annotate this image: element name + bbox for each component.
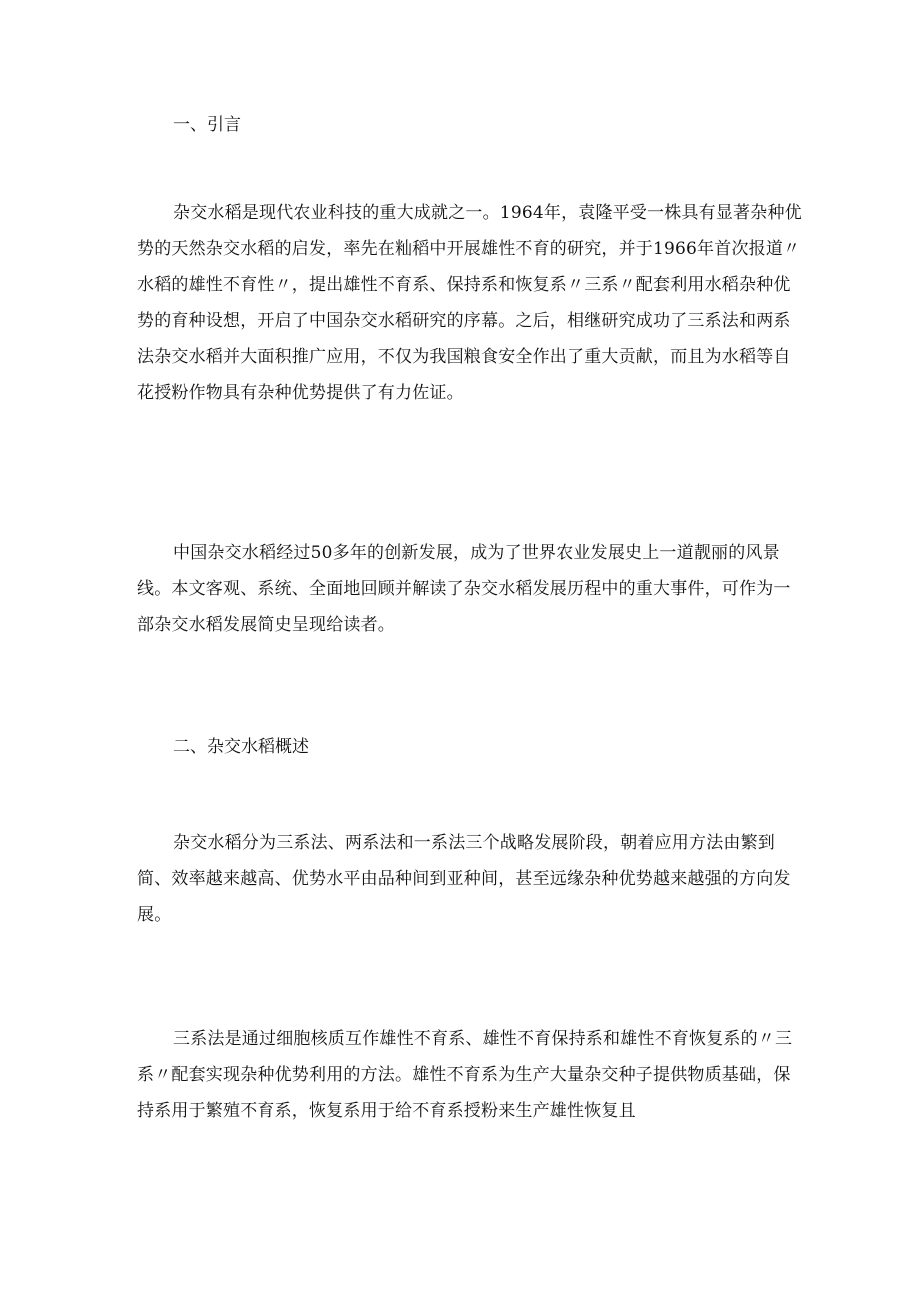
text-line: 法杂交水稻并大面积推广应用，不仅为我国粮食安全作出了重大贡献，而且为水稻等自 [137,347,791,367]
text-line: 线。本文客观、系统、全面地回顾并解读了杂交水稻发展历程中的重大事件，可作为一 [137,579,791,599]
text-line: 系〃配套实现杂种优势利用的方法。雄性不育系为生产大量杂交种子提供物质基础，保 [137,1065,791,1085]
text-line: 杂交水稻分为三系法、两系法和一系法三个战略发展阶段，朝着应用方法由繁到 [173,833,775,853]
paragraph-overview-2 [137,1021,793,1129]
text-line: 简、效率越来越高、优势水平由品种间到亚种间，甚至远缘杂种优势越来越强的方向发 [137,869,791,889]
text-line: 三系法是通过细胞核质互作雄性不育系、雄性不育保持系和雄性不育恢复系的〃三 [173,1029,793,1049]
section-heading-overview: 二、杂交水稻概述 [173,737,309,757]
text-line: 中国杂交水稻经过50多年的创新发展，成为了世界农业发展史上一道靓丽的风景 [173,543,780,563]
text-line: 水稻的雄性不育性〃，提出雄性不育系、保持系和恢复系〃三系〃配套利用水稻杂种优 [137,275,791,295]
text-line: 部杂交水稻发展简史呈现给读者。 [137,615,395,635]
text-line: 花授粉作物具有杂种优势提供了有力佐证。 [137,383,464,403]
text-line: 势的天然杂交水稻的启发，率先在籼稻中开展雄性不育的研究，并于1966年首次报道〃 [137,239,801,259]
text-line: 展。 [137,905,172,925]
paragraph-introduction-1 [137,195,802,411]
text-line: 势的育种设想，开启了中国杂交水稻研究的序幕。之后，相继研究成功了三系法和两系 [137,311,791,331]
text-line: 持系用于繁殖不育系，恢复系用于给不育系授粉来生产雄性恢复且 [137,1101,636,1121]
text-line: 杂交水稻是现代农业科技的重大成就之一。1964年，袁隆平受一株具有显著杂种优 [173,203,802,223]
paragraph-overview-1 [137,825,791,933]
section-heading-introduction: 一、引言 [173,115,241,135]
paragraph-introduction-2 [137,535,791,643]
